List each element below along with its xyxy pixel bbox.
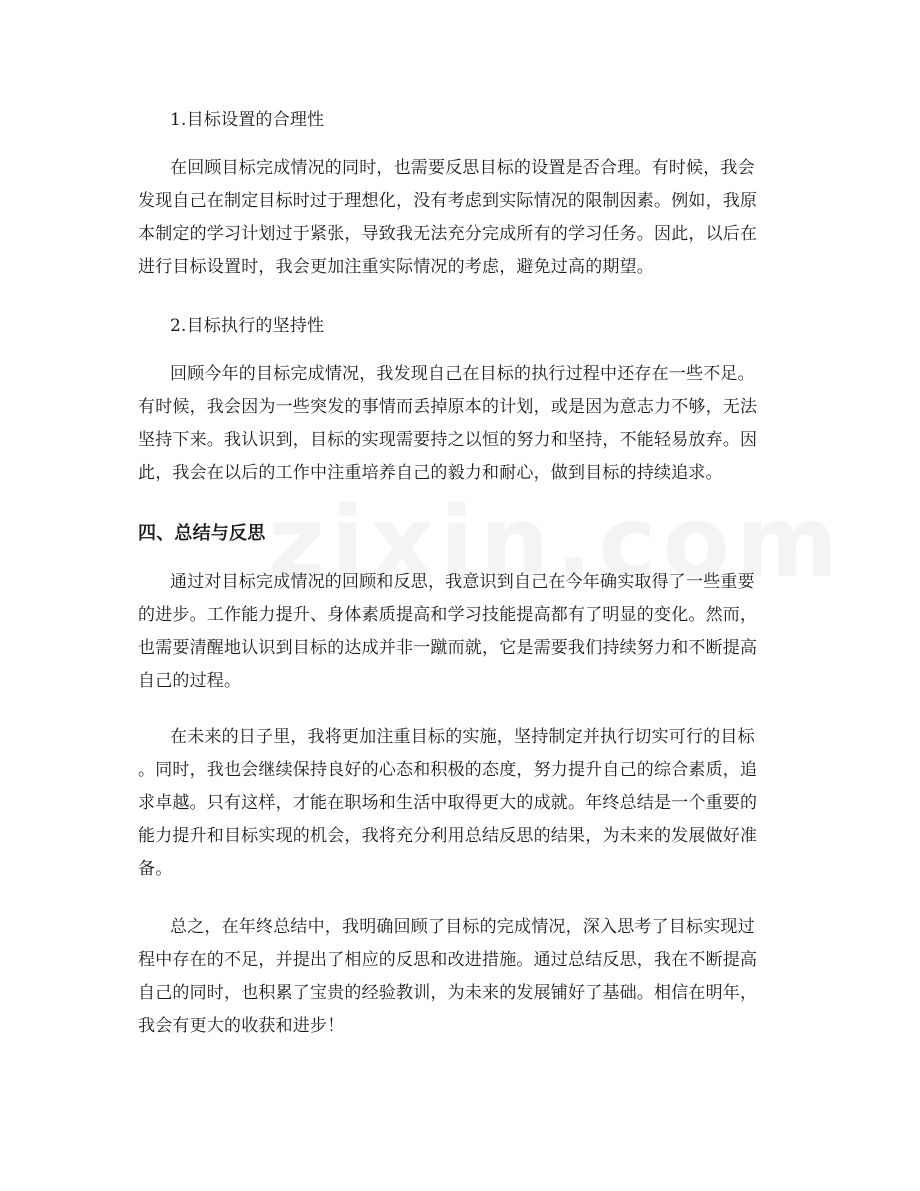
section-heading-summary: 四、总结与反思 bbox=[138, 523, 266, 544]
paragraph-summary-1: 通过对目标完成情况的回顾和反思，我意识到自己在今年确实取得了一些重要 的进步。工作能力提升、身体素质提高和学习技能提高都有了明显的变化。然而， 也需要清醒地认识到目标的达成并非一蹴而就，它是需要我们持续努力和不断提高 自己的过程。 bbox=[138, 572, 758, 691]
paragraph-summary-3: 总之，在年终总结中，我明确回顾了目标的完成情况，深入思考了目标实现过 程中存在的不足，并提出了相应的反思和改进措施。通过总结反思，我在不断提高 自己的同时，也积累了宝贵的经验教训，为未来的发展铺好了基础。相信在明年， 我会有更大的收获和进步！ bbox=[138, 917, 758, 1036]
paragraph-goal-execution: 回顾今年的目标完成情况，我发现自己在目标的执行过程中还存在一些不足。 有时候，我会因为一些突发的事情而丢掉原本的计划，或是因为意志力不够，无法 坚持下来。我认识到，目标的实现需要持之以恒的努力和坚持，不能轻易放弃。因 此，我会在以后的工作中注重培养自己的毅力和耐心，做到目标的持续追求。 bbox=[138, 364, 758, 483]
paragraph-summary-2: 在未来的日子里，我将更加注重目标的实施，坚持制定并执行切实可行的目标 。同时，我也会继续保持良好的心态和积极的态度，努力提升自己的综合素质，追 求卓越。只有这样，才能在职场和生活中取得更大的成就。年终总结是一个重要的 能力提升和目标实现的机会，我将充分利用总结反思的结果，为未来的发展做好准 备。 bbox=[138, 727, 758, 879]
paragraph-goal-setting: 在回顾目标完成情况的同时，也需要反思目标的设置是否合理。有时候，我会 发现自己在制定目标时过于理想化，没有考虑到实际情况的限制因素。例如，我原 本制定的学习计划过于紧张，导致我无法充分完成所有的学习任务。因此，以后在 进行目标设置时，我会更加注重实际情况的考虑，避免过高的期望。 bbox=[138, 158, 758, 277]
subsection-heading-2: 2.目标执行的坚持性 bbox=[170, 316, 325, 336]
subsection-heading-1: 1.目标设置的合理性 bbox=[170, 110, 325, 130]
